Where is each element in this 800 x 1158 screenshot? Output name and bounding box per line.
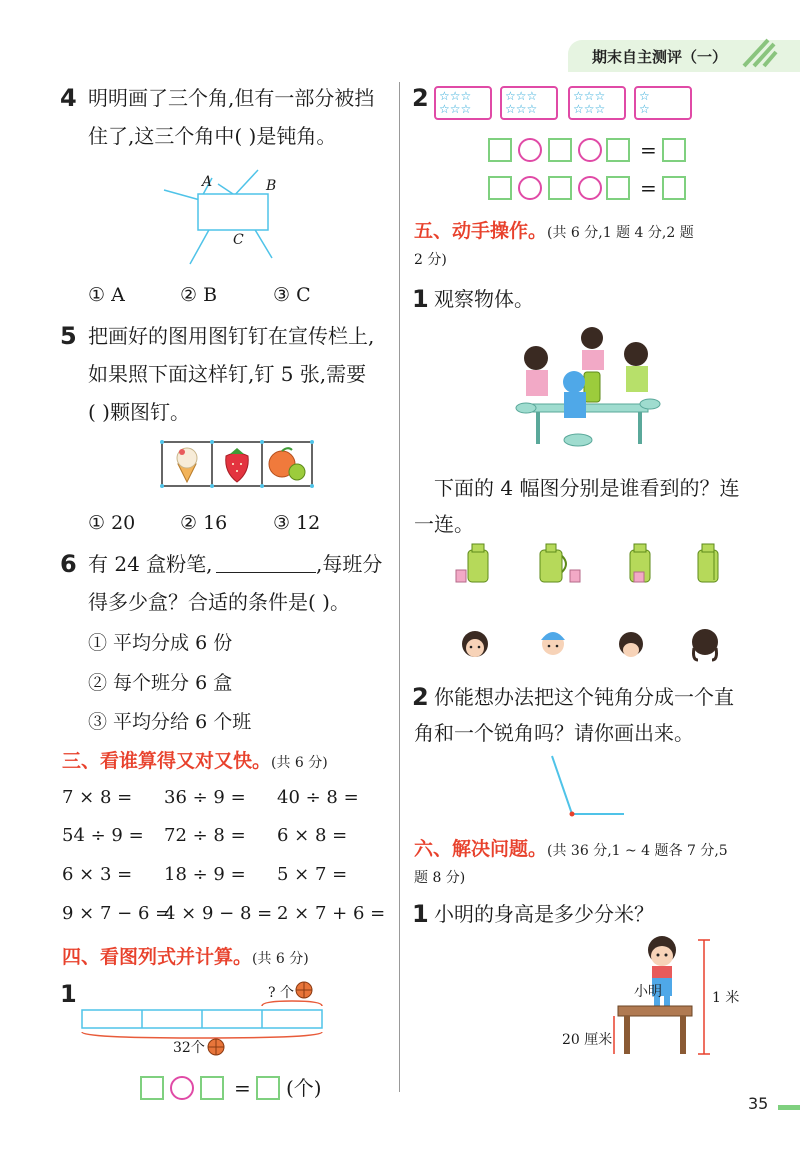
q5-option-c[interactable]: ③ 12: [273, 512, 321, 534]
obtuse-angle-diagram: [540, 752, 630, 822]
calc-item: 54 ÷ 9 =: [62, 825, 144, 846]
q5-text-line1: 把画好的图用图钉钉在宣传栏上,: [88, 324, 375, 348]
calc-item: 4 × 9 − 8 =: [164, 903, 273, 924]
operator-circle[interactable]: [578, 176, 602, 200]
calc-item: 72 ÷ 8 =: [164, 825, 246, 846]
bar-bottom-label: 32个: [173, 1040, 205, 1056]
calc-item: 18 ÷ 9 =: [164, 864, 246, 885]
q5-text-line3: ( )颗图钉。: [88, 400, 190, 424]
calc-item: 6 × 3 =: [62, 864, 133, 885]
boy-on-table-illustration: [612, 934, 716, 1058]
header-stripes-icon: [738, 36, 778, 70]
section-4-title: 四、看图列式并计算。: [62, 946, 253, 968]
section-6-note: (共 36 分,1 ~ 4 题各 7 分,5: [547, 843, 728, 859]
q4-option-c[interactable]: ③ C: [273, 284, 311, 306]
star-box: ☆ ☆: [634, 86, 692, 120]
question-number: 1: [412, 900, 429, 928]
answer-box[interactable]: [606, 176, 630, 200]
question-number: 6: [60, 550, 77, 578]
height-1m-label: 1 米: [712, 990, 740, 1006]
answer-box[interactable]: [662, 138, 686, 162]
q4-text-line2: 住了,这三个角中( )是钝角。: [88, 124, 337, 148]
star-box: ☆☆☆ ☆☆☆: [568, 86, 626, 120]
calc-item: 40 ÷ 8 =: [277, 787, 359, 808]
section-5-title: 五、动手操作。: [414, 220, 548, 242]
q6-option-c[interactable]: ③ 平均分给 6 个班: [88, 711, 252, 733]
q4-option-b[interactable]: ② B: [180, 284, 218, 306]
answer-box[interactable]: [140, 1076, 164, 1100]
equals-sign: =: [640, 176, 657, 200]
bar-top-label: ? 个: [268, 985, 294, 1001]
boy-cap-head-icon: [536, 624, 570, 660]
section-5-heading: [414, 216, 694, 243]
equals-sign: =: [640, 138, 657, 162]
answer-box[interactable]: [488, 176, 512, 200]
q6-text-part2: ,每班分: [316, 552, 383, 576]
angle-label-b: B: [266, 178, 277, 194]
star-box: ☆☆☆ ☆☆☆: [434, 86, 492, 120]
star-box: ☆☆☆ ☆☆☆: [500, 86, 558, 120]
question-number: 1: [412, 285, 429, 313]
answer-box[interactable]: [548, 138, 572, 162]
operator-circle[interactable]: [518, 138, 542, 162]
section-6-note-cont: 题 8 分): [414, 870, 466, 886]
answer-box[interactable]: [200, 1076, 224, 1100]
page-number: 35: [748, 1094, 769, 1113]
s5q1-text-line2: 一连。: [414, 512, 474, 536]
question-number: 4: [60, 84, 77, 112]
q6-option-a[interactable]: ① 平均分成 6 份: [88, 632, 233, 654]
page-header-title: 期末自主测评（一）: [592, 48, 728, 66]
equals-sign: =: [234, 1076, 251, 1100]
operator-circle[interactable]: [170, 1076, 194, 1100]
pinned-pictures-diagram: [158, 438, 318, 490]
question-number: 2: [412, 683, 429, 711]
q5-text-line2: 如果照下面这样钉,钉 5 张,需要: [88, 362, 367, 386]
operator-circle[interactable]: [518, 176, 542, 200]
q5-option-b[interactable]: ② 16: [180, 512, 228, 534]
section-6-heading: [414, 834, 728, 861]
section-5-note-cont: 2 分): [414, 252, 447, 268]
s5q2-text-line1: 你能想办法把这个钝角分成一个直: [434, 685, 734, 709]
section-4-note: (共 6 分): [252, 951, 309, 967]
section-3-title: 三、看谁算得又对又快。: [62, 750, 272, 772]
q6-answer-blank[interactable]: [216, 572, 316, 573]
calc-item: 2 × 7 + 6 =: [277, 903, 386, 924]
basketball-icon: [206, 1037, 226, 1057]
question-number: 5: [60, 322, 77, 350]
angle-label-a: A: [202, 174, 213, 190]
calc-item: 7 × 8 =: [62, 787, 133, 808]
jug-view-icon: [690, 542, 726, 586]
calc-item: 9 × 7 − 6 =: [62, 903, 171, 924]
q4-option-a[interactable]: ① A: [88, 284, 125, 306]
question-number: 2: [412, 84, 429, 112]
section-5-note: (共 6 分,1 题 4 分,2 题: [547, 225, 694, 241]
s5q2-text-line2: 角和一个锐角吗？请你画出来。: [414, 721, 694, 745]
answer-box[interactable]: [488, 138, 512, 162]
question-number: 1: [60, 980, 77, 1008]
answer-box[interactable]: [256, 1076, 280, 1100]
q6-text-line2: 得多少盒？合适的条件是( )。: [88, 590, 350, 614]
girl-head-icon: [458, 626, 492, 662]
unit-label: (个): [286, 1076, 322, 1100]
operator-circle[interactable]: [578, 138, 602, 162]
answer-box[interactable]: [548, 176, 572, 200]
section-6-title: 六、解决问题。: [414, 838, 548, 860]
angles-diagram: [150, 160, 290, 270]
girl-back-head-icon: [688, 624, 722, 664]
q6-text-part1: 有 24 盒粉笔,: [88, 552, 213, 576]
calc-item: 36 ÷ 9 =: [164, 787, 246, 808]
s6q1-title: 小明的身高是多少分米？: [434, 902, 654, 926]
page-number-bar: [778, 1105, 800, 1110]
angle-label-c: C: [233, 232, 244, 248]
section-3-note: (共 6 分): [271, 755, 328, 771]
jug-view-icon: [622, 542, 658, 586]
q6-option-b[interactable]: ② 每个班分 6 盒: [88, 672, 233, 694]
column-divider: [399, 82, 400, 1092]
calc-item: 5 × 7 =: [277, 864, 348, 885]
s5q1-text-line1: 下面的 4 幅图分别是谁看到的？连: [434, 476, 740, 500]
answer-box[interactable]: [606, 138, 630, 162]
calc-item: 6 × 8 =: [277, 825, 348, 846]
q4-text-line1: 明明画了三个角,但有一部分被挡: [88, 86, 375, 110]
table-height-label: 20 厘米: [562, 1032, 613, 1048]
answer-box[interactable]: [662, 176, 686, 200]
boy-head-icon: [614, 626, 648, 662]
basketball-icon: [294, 980, 314, 1000]
s5q1-title: 观察物体。: [434, 287, 534, 311]
children-observing-illustration: [512, 324, 662, 448]
section-3-heading: [62, 746, 328, 773]
jug-view-icon: [534, 542, 584, 586]
section-4-heading: [62, 942, 309, 969]
bar-diagram: [78, 998, 328, 1042]
jug-view-icon: [454, 542, 496, 586]
xiaoming-label: 小明: [634, 984, 662, 1000]
q5-option-a[interactable]: ① 20: [88, 512, 136, 534]
